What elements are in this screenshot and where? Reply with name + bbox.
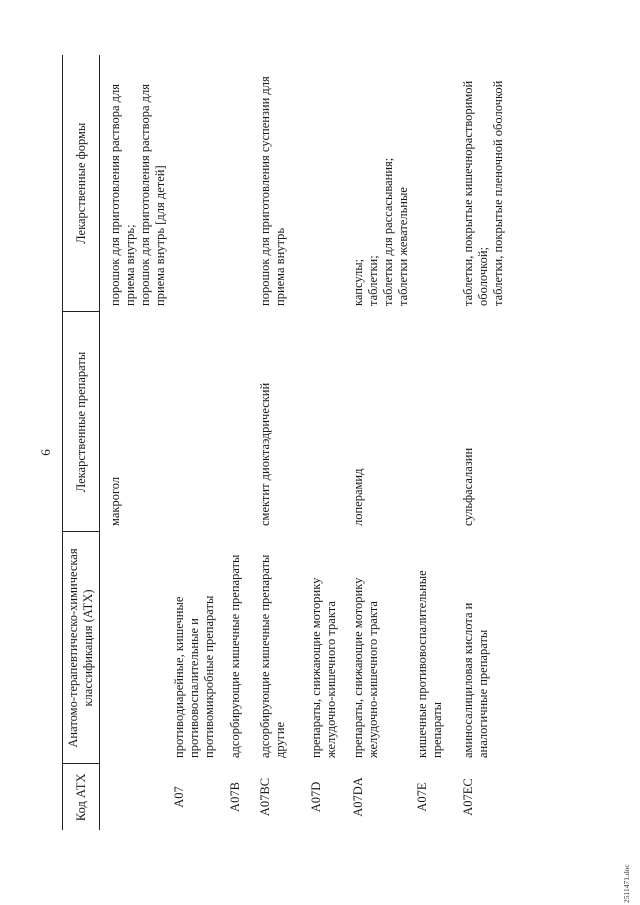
cell-classification: препараты, снижающие моторику желудочно-кишечного тракта [309, 577, 338, 758]
cell-drug: лоперамид [351, 468, 365, 526]
cell-code: A07E [415, 782, 429, 812]
cell-code: A07BC [258, 777, 272, 817]
cell-drug: сульфасалазин [461, 447, 475, 526]
cell-drug [168, 312, 224, 532]
table-header-row [63, 55, 100, 830]
cell-forms: капсулы; таблетки; таблетки для рассасывания; таблетки жевательные [351, 157, 410, 306]
table-row [457, 55, 517, 830]
cell-classification: адсорбирующие кишечные препараты другие [258, 554, 287, 758]
cell-classification: адсорбирующие кишечные препараты [228, 554, 242, 758]
header-forms: Лекарственные формы [63, 55, 100, 312]
cell-drug [305, 312, 347, 532]
cell-classification [100, 532, 169, 764]
table-row [168, 55, 224, 830]
cell-classification: аминосалициловая кислота и аналогичные препараты [461, 602, 490, 758]
cell-classification: препараты, снижающие моторику желудочно-кишечного тракта [351, 577, 380, 758]
table-row [224, 55, 254, 830]
table-row [254, 55, 305, 830]
cell-drug: смектит диоктаэдрический [258, 382, 272, 526]
table-row [347, 55, 411, 830]
table-row [411, 55, 457, 830]
cell-forms: порошок для приготовления суспензии для приема внутрь [258, 76, 287, 306]
cell-code: A07 [172, 786, 186, 808]
cell-code: A07D [309, 781, 323, 813]
table-row [305, 55, 347, 830]
cell-forms [168, 55, 224, 312]
cell-classification: противодиарейные, кишечные противовоспалительные и противомикробные препараты [172, 595, 216, 758]
header-classification: Анатомо-терапевтическо-химическая классификация (АТХ) [63, 532, 100, 764]
cell-forms: таблетки, покрытые кишечнорастворимой оболочкой; таблетки, покрытые пленочной оболочкой [461, 80, 505, 306]
header-drugs: Лекарственные препараты [63, 312, 100, 532]
cell-drug: макрогол [108, 476, 122, 526]
table-row [100, 55, 169, 830]
footer-file-name: 2511471.doc [622, 864, 631, 903]
cell-drug [224, 312, 254, 532]
cell-code: A07EC [461, 778, 475, 816]
cell-forms [224, 55, 254, 312]
header-code: Код АТХ [63, 764, 100, 830]
cell-forms [305, 55, 347, 312]
cell-classification: кишечные противовоспалительные препараты [415, 570, 444, 758]
cell-drug [411, 312, 457, 532]
cell-forms: порошок для приготовления раствора для приема внутрь; порошок для приготовления раствора для приема внутрь [для детей] [108, 84, 167, 306]
page-number: 6 [38, 449, 53, 456]
cell-forms [411, 55, 457, 312]
cell-code: A07DA [351, 777, 365, 817]
cell-code [100, 764, 169, 830]
atx-table [62, 55, 517, 830]
cell-code: A07B [228, 782, 242, 812]
